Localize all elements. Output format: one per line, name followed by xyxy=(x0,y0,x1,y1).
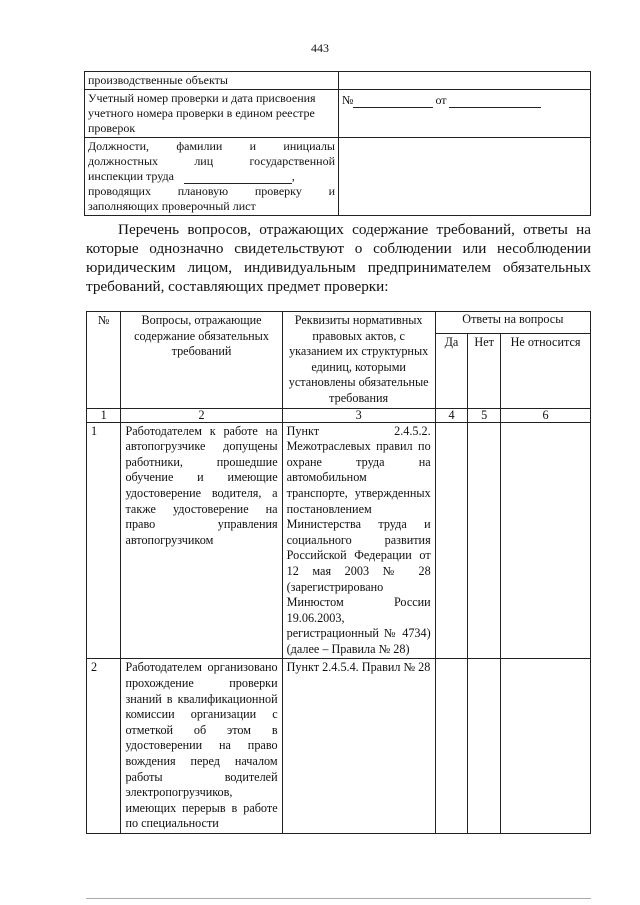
inspectors-line-4: проводящих плановую проверку и xyxy=(88,184,335,198)
row-requisites: Пункт 2.4.5.4. Правил № 28 xyxy=(282,659,435,834)
number-sign: № xyxy=(342,93,354,107)
row-number: 1 xyxy=(87,422,121,659)
intro-text: Перечень вопросов, отражающих содержание требований, ответы на которые однозначно свидетельствуют о соблюдении или несоблюдении юридическим лицом, индивидуальным предпринимателем обязательных требований, составляющих предмет проверки: xyxy=(86,221,591,295)
row-question: Работодателем организовано прохождение проверки знаний в квалификационной комиссии организации с отметкой об этом в удостоверении на право вождения перед началом работы водителей электропогрузчиков, имеющих перерыв в работе по специальности xyxy=(121,659,282,834)
header-no: № xyxy=(87,312,121,409)
header-row-1 xyxy=(87,312,591,334)
inspectors-line-3: инспекции труда xyxy=(88,169,174,183)
table-row xyxy=(87,422,591,659)
col-num-6: 6 xyxy=(501,408,591,422)
answer-no-cell[interactable] xyxy=(468,659,501,834)
row-requisites: Пункт 2.4.5.2. Межотраслевых правил по охране труда на автомобильном транспорте, утвержденных постановлением Министерства труда и социального развития Российской Федерации от 12 мая 2003 № 28 (зарегистрировано Минюстом России 19.06.2003, регистрационный № 4734) (далее – Правила № 28) xyxy=(282,422,435,659)
col-num-2: 2 xyxy=(121,408,282,422)
from-label: от xyxy=(435,93,447,107)
page-number: 443 xyxy=(311,41,329,55)
registration-label: Учетный номер проверки и дата присвоения учетного номера проверки в едином реестре проверок xyxy=(85,90,339,138)
header-answers: Ответы на вопросы xyxy=(435,312,590,334)
answer-na-cell[interactable] xyxy=(501,659,591,834)
answer-no-cell[interactable] xyxy=(468,422,501,659)
inspectors-line-1: Должности, фамилии и инициалы xyxy=(88,139,335,153)
date-blank[interactable] xyxy=(449,96,541,108)
table-row xyxy=(87,659,591,834)
inspectors-line-5: заполняющих проверочный лист xyxy=(88,199,256,213)
header-not-applicable: Не относится xyxy=(501,333,591,408)
inspectors-line-3-wrap xyxy=(88,169,335,184)
row-number: 2 xyxy=(87,659,121,834)
comma: , xyxy=(291,169,295,183)
column-numbers-row xyxy=(87,408,591,422)
inspection-blank[interactable] xyxy=(184,172,292,184)
header-question: Вопросы, отражающие содержание обязательных требований xyxy=(121,312,282,409)
header-requisites: Реквизиты нормативных правовых актов, с указанием их структурных единиц, которыми установлены обязательные требования xyxy=(282,312,435,409)
inspection-info-table xyxy=(84,71,591,216)
answer-yes-cell[interactable] xyxy=(435,659,468,834)
checklist-table xyxy=(86,311,591,834)
registration-value xyxy=(339,90,591,138)
objects-label: производственные объекты xyxy=(85,72,339,90)
objects-value xyxy=(339,72,591,90)
number-blank[interactable] xyxy=(353,96,433,108)
header-yes: Да xyxy=(435,333,468,408)
info-row-objects xyxy=(85,72,591,90)
row-question: Работодателем к работе на автопогрузчике допущены работники, прошедшие обучение и имеющие удостоверение водителя, а также удостоверение на право управления автопогрузчиком xyxy=(121,422,282,659)
col-num-5: 5 xyxy=(468,408,501,422)
inspectors-line-2: должностных лиц государственной xyxy=(88,154,335,168)
page-bottom-edge xyxy=(86,898,591,899)
col-num-1: 1 xyxy=(87,408,121,422)
col-num-4: 4 xyxy=(435,408,468,422)
info-row-registration xyxy=(85,90,591,138)
answer-yes-cell[interactable] xyxy=(435,422,468,659)
col-num-3: 3 xyxy=(282,408,435,422)
info-row-inspectors xyxy=(85,138,591,216)
inspectors-label xyxy=(85,138,339,216)
answer-na-cell[interactable] xyxy=(501,422,591,659)
intro-paragraph xyxy=(86,220,591,296)
header-no-answer: Нет xyxy=(468,333,501,408)
inspectors-value xyxy=(339,138,591,216)
